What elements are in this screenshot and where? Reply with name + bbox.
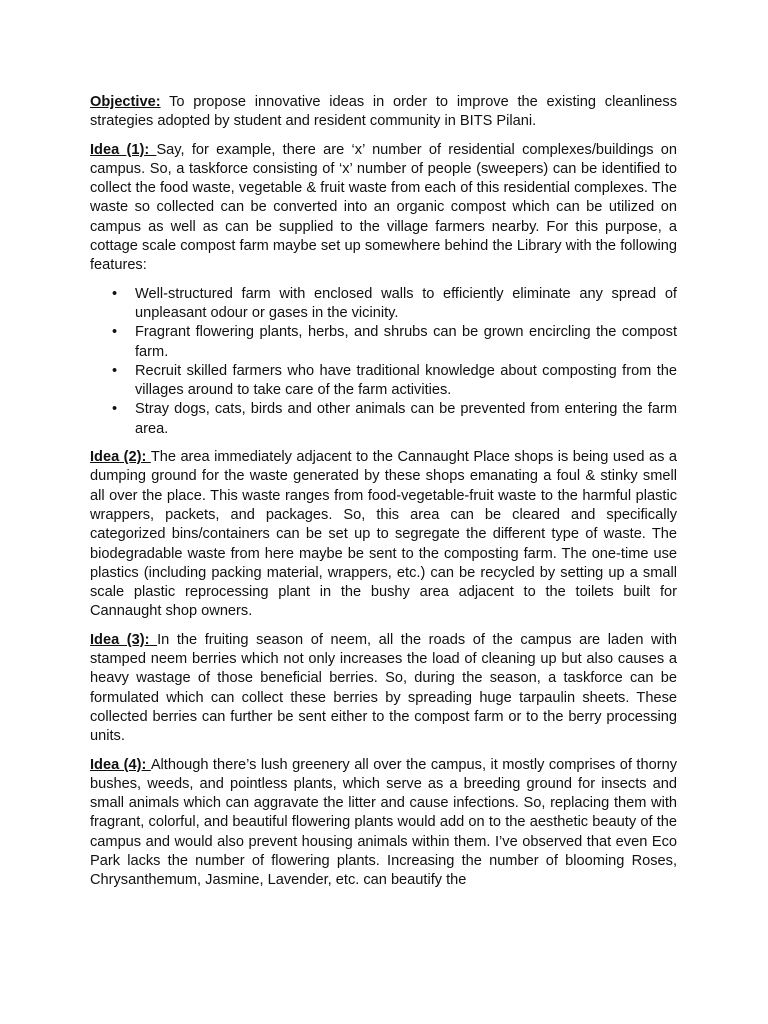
bullet-icon: • (112, 362, 118, 379)
list-item-text: Well-structured farm with enclosed walls to efficiently eliminate any spread of unpleasant odour or gases in the vicinity. (135, 285, 677, 321)
idea-4-paragraph (90, 756, 677, 891)
idea-3-paragraph (90, 631, 677, 747)
list-item (90, 400, 677, 439)
idea-4-label: Idea (4): (90, 756, 151, 773)
list-item-text: Fragrant flowering plants, herbs, and shrubs can be grown encircling the compost farm. (135, 324, 677, 360)
idea-1-label: Idea (1): (90, 141, 157, 158)
idea-4-text: Although there’s lush greenery all over the campus, it mostly comprises of thorny bushes, weeds, and pointless plants, which serve as a breeding ground for insects and small animals which can aggravate the litter and cause infections. So, replacing them with fragrant, colorful, and beautiful flowering plants would add on to the aesthetic beauty of the campus and would also prevent housing animals within them. I’ve observed that even Eco Park lacks the number of flowering plants. Increasing the number of blooming Roses, Chrysanthemum, Jasmine, Lavender, etc. can beautify the (90, 756, 677, 889)
bullet-icon: • (112, 401, 118, 418)
idea-3-text: In the fruiting season of neem, all the roads of the campus are laden with stamped neem berries which not only increases the load of cleaning up but also causes a heavy wastage of those beneficial berries. So, during the season, a taskforce can be formulated which can collect these berries by spreading huge tarpaulin sheets. These collected berries can further be sent either to the compost farm or to the berry processing units. (90, 631, 677, 745)
list-item-text: Recruit skilled farmers who have traditional knowledge about composting from the villages around to take care of the farm activities. (135, 362, 677, 399)
bullet-icon: • (112, 324, 118, 341)
objective-paragraph (90, 93, 677, 132)
objective-text: To propose innovative ideas in order to improve the existing cleanliness strategies adopted by student and resident community in BITS Pilani. (90, 94, 677, 130)
list-item (90, 362, 677, 401)
list-item (90, 285, 677, 324)
idea-1-paragraph (90, 141, 677, 276)
list-item (90, 323, 677, 362)
idea-1-feature-list (90, 285, 677, 439)
document-page (90, 93, 677, 900)
list-item-text: Stray dogs, cats, birds and other animals can be prevented from entering the farm area. (135, 401, 677, 437)
idea-2-text: The area immediately adjacent to the Cannaught Place shops is being used as a dumping ground for the waste generated by these shops emanating a foul & stinky smell all over the place. This waste ranges from food-vegetable-fruit waste to the harmful plastic wrappers, packets, and packages. So, this area can be cleared and specifically categorized bins/containers can be set up to segregate the different type of waste. The biodegradable waste from here maybe be sent to the composting farm. The one-time use plastics (including packing material, wrappers, etc.) can be recycled by setting up a small scale plastic reprocessing plant in the bushy area adjacent to the toilets built for Cannaught shop owners. (90, 449, 677, 620)
idea-1-text: Say, for example, there are ‘x’ number of residential complexes/buildings on campus. So, a taskforce consisting of ‘x’ number of people (sweepers) can be identified to collect the food waste, vegetable & fruit waste from each of this residential complexes. The waste so collected can be converted into an organic compost which can be utilized on campus as well as can be supplied to the village farmers nearby. For this purpose, a cottage scale compost farm maybe set up somewhere behind the Library with the following features: (90, 141, 677, 274)
idea-2-label: Idea (2): (90, 449, 151, 466)
idea-2-paragraph (90, 448, 677, 622)
bullet-icon: • (112, 285, 118, 302)
idea-3-label: Idea (3): (90, 631, 158, 648)
objective-label: Objective: (90, 94, 161, 110)
